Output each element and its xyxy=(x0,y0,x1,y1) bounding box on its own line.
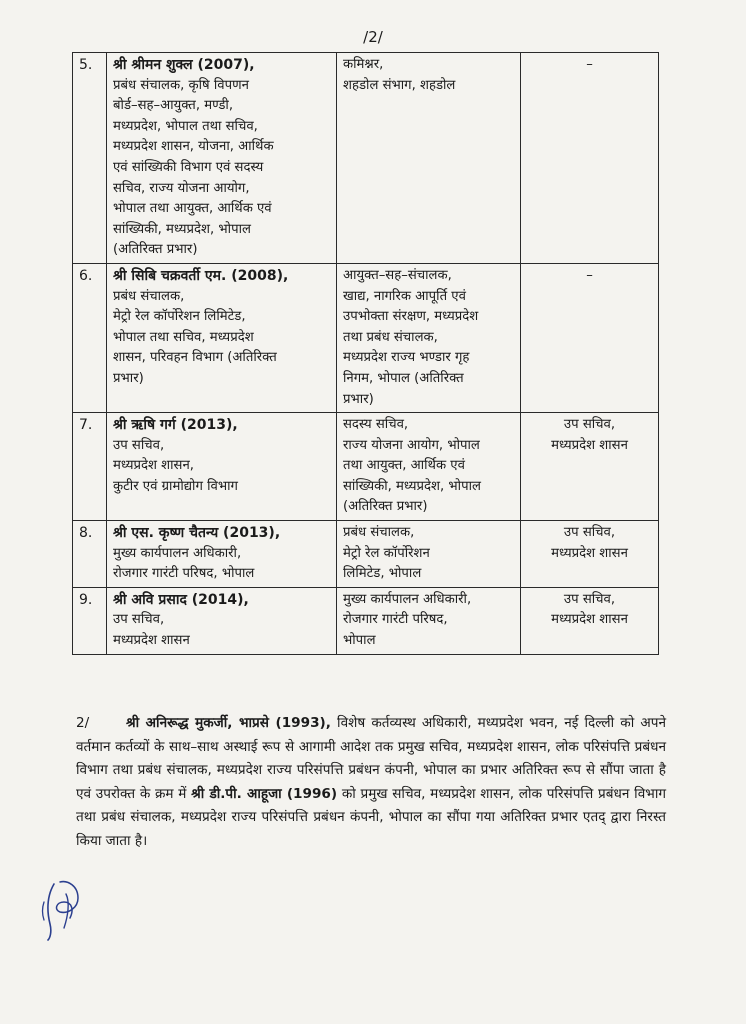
new-posting-cell xyxy=(337,521,521,588)
current-post-line: उप सचिव, xyxy=(113,437,165,453)
new-post-line: कमिश्नर, xyxy=(343,57,384,72)
additional-charge-cell xyxy=(521,521,659,588)
order-paragraph-2 xyxy=(76,712,666,853)
para-number: 2/ xyxy=(76,715,90,731)
current-post-line: सांख्यिकी, मध्यप्रदेश, भोपाल xyxy=(113,221,251,237)
additional-charge-line: उप सचिव, xyxy=(563,591,616,607)
current-post-line: मेट्रो रेल कॉर्पोरेशन लिमिटेड, xyxy=(113,309,246,325)
new-post-line: मुख्य कार्यपालन अधिकारी, xyxy=(343,591,472,607)
current-post-line: भोपाल तथा सचिव, मध्यप्रदेश xyxy=(113,329,254,345)
additional-charge-line: मध्यप्रदेश शासन xyxy=(551,545,628,561)
posting-table-body xyxy=(73,53,659,655)
table-row xyxy=(73,53,659,264)
serial-number: 9. xyxy=(73,587,107,654)
new-posting-cell xyxy=(337,263,521,412)
new-post-line: भोपाल xyxy=(343,633,376,649)
current-post-line: कुटीर एवं ग्रामोद्योग विभाग xyxy=(113,478,238,494)
officer-cell xyxy=(107,521,337,588)
table-row xyxy=(73,521,659,588)
current-post-line: एवं सांख्यिकी विभाग एवं सदस्य xyxy=(113,159,264,175)
new-post-line: खाद्य, नागरिक आपूर्ति एवं xyxy=(343,288,466,304)
additional-charge-line: – xyxy=(586,267,593,283)
current-post-line: बोर्ड–सह–आयुक्त, मण्डी, xyxy=(113,98,234,114)
current-post-line: मध्यप्रदेश शासन xyxy=(113,633,190,649)
new-post-line: निगम, भोपाल (अतिरिक्त xyxy=(343,370,464,386)
current-post-line: मध्यप्रदेश शासन, xyxy=(113,458,194,474)
current-post-line: रोजगार गारंटी परिषद, भोपाल xyxy=(113,566,255,582)
current-post-line: (अतिरिक्त प्रभार) xyxy=(113,242,198,258)
serial-number: 5. xyxy=(73,53,107,264)
current-post-line: भोपाल तथा आयुक्त, आर्थिक एवं xyxy=(113,201,272,217)
new-post-line: राज्य योजना आयोग, भोपाल xyxy=(343,437,480,453)
additional-charge-line: – xyxy=(586,57,593,72)
additional-charge-line: मध्यप्रदेश शासन xyxy=(551,612,628,628)
new-post-line: मेट्रो रेल कॉर्पोरेशन xyxy=(343,545,430,561)
serial-number: 8. xyxy=(73,521,107,588)
serial-number: 7. xyxy=(73,413,107,521)
new-post-line: (अतिरिक्त प्रभार) xyxy=(343,499,428,515)
current-post-line: शासन, परिवहन विभाग (अतिरिक्त xyxy=(113,350,277,366)
additional-charge-cell xyxy=(521,53,659,264)
additional-charge-line: मध्यप्रदेश शासन xyxy=(551,437,628,453)
new-posting-cell xyxy=(337,53,521,264)
officer-name-2: श्री डी.पी. आहूजा (1996) xyxy=(191,785,338,802)
officer-name: श्री अवि प्रसाद (2014), xyxy=(113,591,249,608)
new-post-line: आयुक्त–सह–संचालक, xyxy=(343,267,452,283)
para-text-1: विशेष कर्तव्यस्थ अधिकारी, मध्यप्रदेश भवन, नई दिल्ली को अपने वर्तमान कर्तव्यों के साथ–साथ अस्थाई रूप से आगामी आदेश तक प्रमुख सचिव, मध्यप्रदेश शासन, लोक परिसंपत्ति प्रबंधन विभाग तथा प्रबंध संचालक, मध्यप्रदेश राज्य परिसंपत्ति प्रबंधन कंपनी, भोपाल का प्रभार अतिरिक्त रूप से सौंपा जाता है एवं उपरोक्त के क्रम में xyxy=(76,715,667,802)
table-row xyxy=(73,413,659,521)
current-post-line: प्रबंध संचालक, कृषि विपणन xyxy=(113,77,249,93)
current-post-line: सचिव, राज्य योजना आयोग, xyxy=(113,180,250,196)
additional-charge-line: उप सचिव, xyxy=(563,525,616,541)
new-post-line: तथा आयुक्त, आर्थिक एवं xyxy=(343,458,465,474)
serial-number: 6. xyxy=(73,263,107,412)
current-post-line: प्रभार) xyxy=(113,370,144,386)
additional-charge-cell xyxy=(521,413,659,521)
officer-name: श्री एस. कृष्ण चैतन्य (2013), xyxy=(113,525,281,542)
table-row xyxy=(73,587,659,654)
current-post-line: उप सचिव, xyxy=(113,612,165,628)
new-post-line: रोजगार गारंटी परिषद, xyxy=(343,612,448,628)
officer-cell xyxy=(107,263,337,412)
current-post-line: मध्यप्रदेश, भोपाल तथा सचिव, xyxy=(113,118,258,134)
new-post-line: सदस्य सचिव, xyxy=(343,417,409,433)
new-post-line: प्रबंध संचालक, xyxy=(343,525,415,541)
officer-name-1: श्री अनिरूद्ध मुकर्जी, भाप्रसे (1993), xyxy=(125,715,331,731)
additional-charge-cell xyxy=(521,587,659,654)
new-posting-cell xyxy=(337,587,521,654)
officer-cell xyxy=(107,587,337,654)
new-post-line: मध्यप्रदेश राज्य भण्डार गृह xyxy=(343,350,470,366)
officer-name: श्री ऋषि गर्ग (2013), xyxy=(113,417,238,434)
officer-name: श्री सिबि चक्रवर्ती एम. (2008), xyxy=(113,267,289,284)
officer-cell xyxy=(107,53,337,264)
page-number: /2/ xyxy=(363,28,383,46)
new-post-line: तथा प्रबंध संचालक, xyxy=(343,329,438,345)
officer-name: श्री श्रीमन शुक्ल (2007), xyxy=(113,57,255,73)
table-row xyxy=(73,263,659,412)
new-post-line: सांख्यिकी, मध्यप्रदेश, भोपाल xyxy=(343,478,481,494)
new-post-line: प्रभार) xyxy=(343,391,374,407)
additional-charge-cell xyxy=(521,263,659,412)
new-post-line: शहडोल संभाग, शहडोल xyxy=(343,77,456,93)
current-post-line: प्रबंध संचालक, xyxy=(113,288,185,304)
new-post-line: उपभोक्ता संरक्षण, मध्यप्रदेश xyxy=(343,309,479,325)
signature-mark xyxy=(38,872,98,942)
new-post-line: लिमिटेड, भोपाल xyxy=(343,566,422,582)
officer-cell xyxy=(107,413,337,521)
current-post-line: मध्यप्रदेश शासन, योजना, आर्थिक xyxy=(113,139,274,155)
new-posting-cell xyxy=(337,413,521,521)
additional-charge-line: उप सचिव, xyxy=(563,417,616,433)
posting-table xyxy=(72,52,659,655)
current-post-line: मुख्य कार्यपालन अधिकारी, xyxy=(113,545,242,561)
para-text-2: को प्रमुख सचिव, मध्यप्रदेश शासन, लोक परिसंपत्ति प्रबंधन विभाग तथा प्रबंध संचालक, मध्यप्रदेश राज्य परिसंपत्ति प्रबंधन कंपनी, भोपाल का सौंपा गया अतिरिक्त प्रभार एतद् द्वारा निरस्त किया जाता है। xyxy=(76,785,666,849)
